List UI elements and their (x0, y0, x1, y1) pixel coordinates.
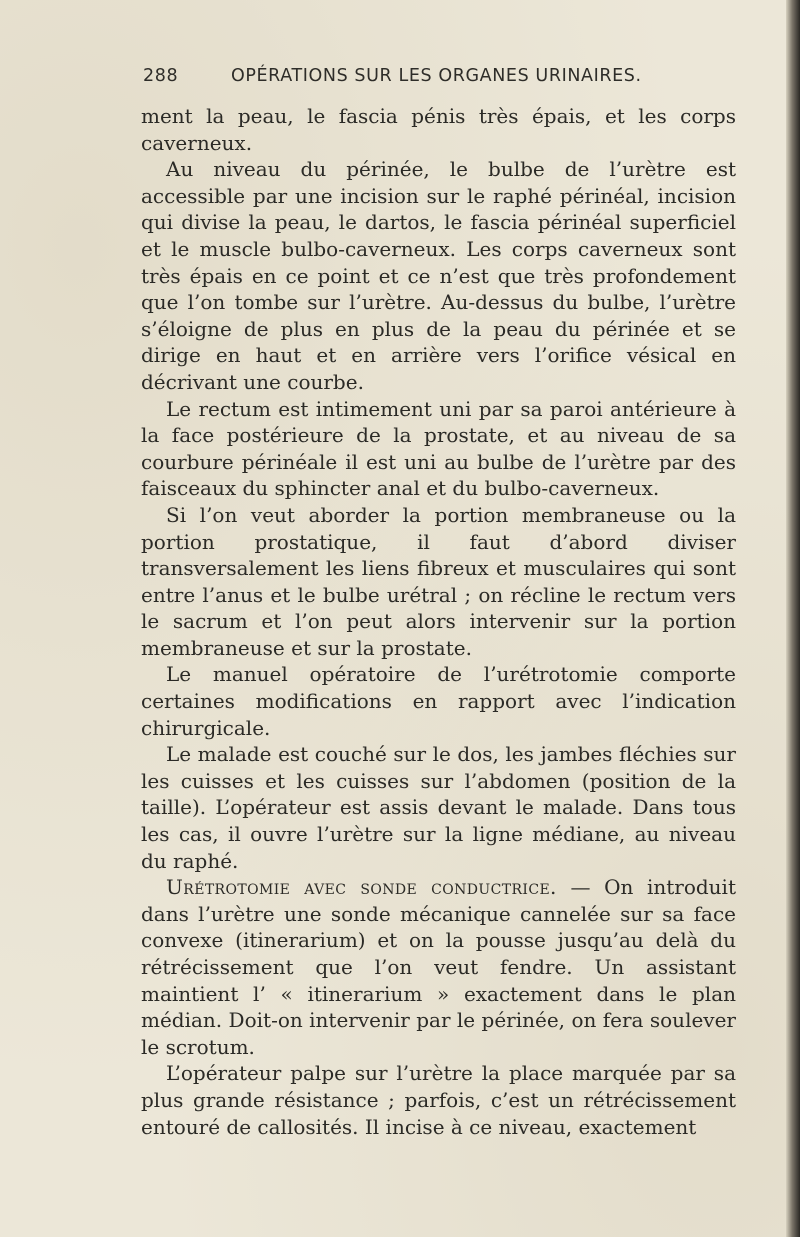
paragraph: Au niveau du périnée, le bulbe de l’urètre est accessible par une incision sur le raphé périnéal, incision qui divise la peau, le dartos, le fascia périnéal superficiel et le muscle bulbo-caverneux. Les corps caverneux sont très épais en ce point et ce n’est que très profondement que l’on tombe sur l’urètre. Au-dessus du bulbe, l’urètre s’éloigne de plus en plus de la peau du périnée et se dirige en haut et en arrière vers l’orifice vésical en décrivant une courbe. (141, 157, 736, 394)
body-text (141, 103, 736, 1140)
paragraph-with-heading (141, 874, 736, 1060)
page-number: 288 (143, 66, 179, 86)
paragraph-text: — On introduit dans l’urètre une sonde mécanique cannelée sur sa face convexe (itinerarium) et on la pousse jusqu’au delà du rétrécissement que l’on veut fendre. Un assistant maintient l’ « itinerarium » exactement dans le plan médian. Doit-on intervenir par le périnée, on fera soulever le scrotum. (141, 875, 736, 1059)
page-binding-edge (786, 0, 800, 1237)
paragraph: Le manuel opératoire de l’urétrotomie comporte certaines modifications en rapport avec l’indication chirurgicale. (141, 662, 736, 740)
paragraph: Le rectum est intimement uni par sa paroi antérieure à la face postérieure de la prostate, et au niveau de sa courbure périnéale il est uni au bulbe de l’urètre par des faisceaux du sphincter anal et du bulbo-caverneux. (141, 396, 736, 501)
paragraph: Si l’on veut aborder la portion membraneuse ou la portion prostatique, il faut d’abord diviser transversalement les liens fibreux et musculaires qui sont entre l’anus et le bulbe urétral ; on récline le rectum vers le sacrum et l’on peut alors intervenir sur la portion membraneuse et sur la prostate. (141, 502, 736, 660)
paragraph: Le malade est couché sur le dos, les jambes fléchies sur les cuisses et les cuisses sur l’abdomen (position de la taille). L’opérateur est assis devant le malade. Dans tous les cas, il ouvre l’urètre sur la ligne médiane, au niveau du raphé. (141, 742, 736, 873)
paragraph: L’opérateur palpe sur l’urètre la place marquée par sa plus grande résistance ; parfois, c’est un rétrécissement entouré de callosités. Il incise à ce niveau, exactement (141, 1061, 736, 1139)
running-header (141, 66, 736, 94)
running-title: OPÉRATIONS SUR LES ORGANES URINAIRES. (231, 66, 642, 86)
paragraph-continued: ment la peau, le fascia pénis très épais, et les corps caverneux. (141, 104, 736, 155)
section-heading: Urétrotomie avec sonde conductrice. (166, 875, 557, 900)
